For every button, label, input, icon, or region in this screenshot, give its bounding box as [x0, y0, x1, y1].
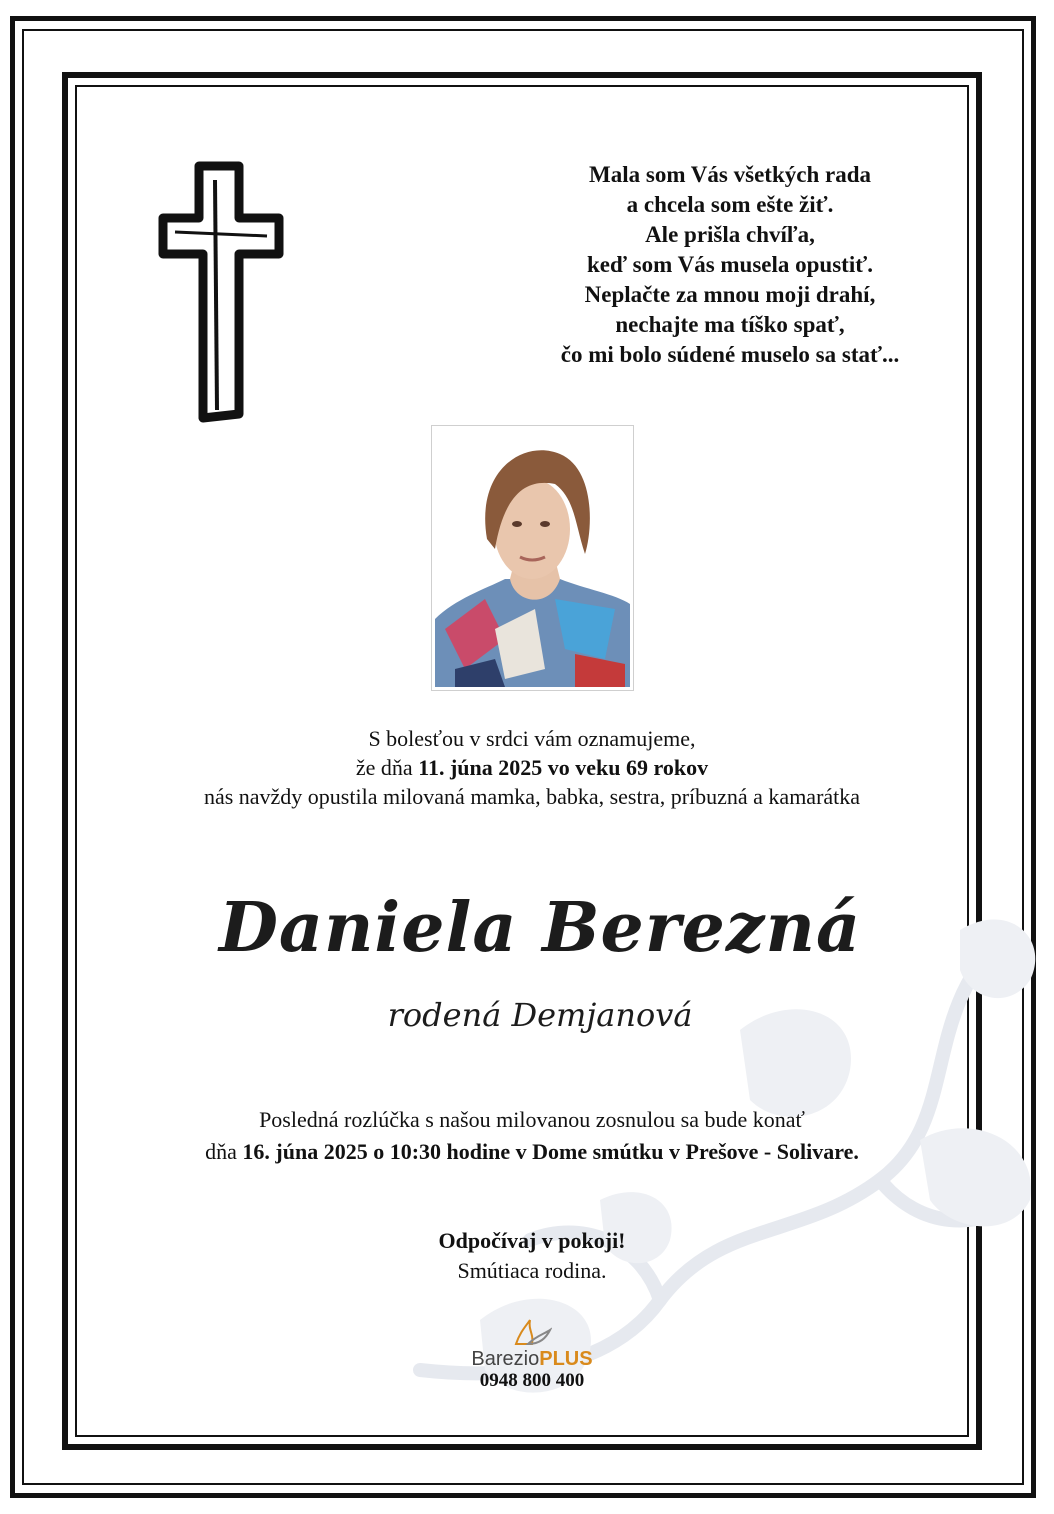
poem-line: Ale prišla chvíľa,: [645, 222, 815, 247]
poem-line: keď som Vás musela opustiť.: [587, 252, 873, 277]
poem-line: a chcela som ešte žiť.: [626, 192, 834, 217]
announcement-date-prefix: že dňa: [355, 755, 419, 780]
funeral-date-prefix: dňa: [205, 1139, 243, 1164]
poem-line: Neplačte za mnou moji drahí,: [584, 282, 876, 307]
announcement-line: [100, 753, 964, 782]
poem-line: nechajte ma tíško spať,: [615, 312, 845, 337]
announcement: [100, 724, 964, 811]
flame-logo-icon: [512, 1318, 552, 1348]
funeral-home-phone: 0948 800 400: [479, 1370, 585, 1391]
funeral-details: [100, 1104, 964, 1168]
funeral-line: [100, 1136, 964, 1168]
funeral-home-logo: [440, 1318, 624, 1392]
poem-line: čo mi bolo súdené muselo sa stať...: [560, 342, 900, 367]
cross-icon: [155, 160, 287, 424]
announcement-date: 11. júna 2025 vo veku 69 rokov: [418, 755, 709, 780]
funeral-line: Posledná rozlúčka s našou milovanou zosnulou sa bude konať: [259, 1107, 805, 1132]
family-signature: Smútiaca rodina.: [457, 1258, 607, 1283]
announcement-line: nás navždy opustila milovaná mamka, babka, sestra, príbuzná a kamarátka: [203, 784, 861, 809]
funeral-date-place: 16. júna 2025 o 10:30 hodine v Dome smútku v Prešove - Solivare.: [242, 1139, 859, 1164]
deceased-name: Daniela Berezná: [218, 888, 862, 968]
announcement-line: S bolesťou v srdci vám oznamujeme,: [368, 726, 696, 751]
closing: [300, 1226, 764, 1286]
maiden-name: rodená Demjanová: [387, 996, 693, 1034]
funeral-home-name: BarezioPLUS: [471, 1348, 593, 1370]
rest-in-peace: Odpočívaj v pokoji!: [438, 1228, 626, 1253]
poem: [520, 160, 940, 370]
poem-line: Mala som Vás všetkých rada: [589, 162, 871, 187]
portrait-photo: [431, 425, 634, 691]
